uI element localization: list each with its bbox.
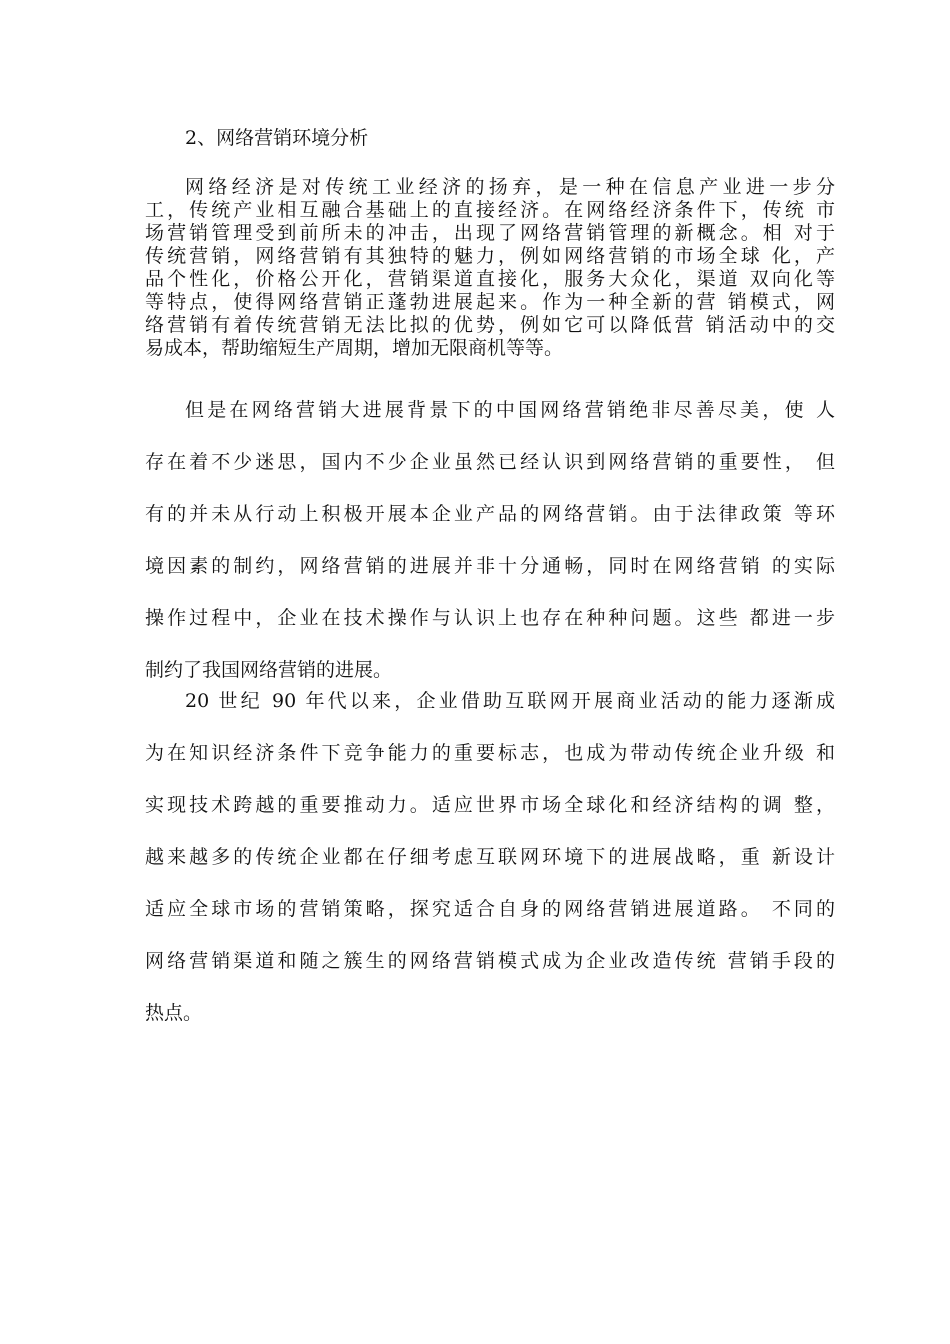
paragraph-line: 场营销管理受到前所未的冲击，出现了网络营销管理的新概念。相 对于 xyxy=(145,222,835,244)
paragraph-line: 有的并未从行动上积极开展本企业产品的网络营销。由于法律政策 等环 xyxy=(145,503,835,525)
paragraph-line: 操作过程中，企业在技术操作与认识上也存在种种问题。这些 都进一步 xyxy=(145,607,835,629)
paragraph-line: 存在着不少迷思，国内不少企业虽然已经认识到网络营销的重要性， 但 xyxy=(145,451,835,473)
section-heading: 2、网络营销环境分析 xyxy=(185,127,369,149)
paragraph-line: 工，传统产业相互融合基础上的直接经济。在网络经济条件下，传统 市 xyxy=(145,199,835,221)
paragraph-line: 网络营销渠道和随之簇生的网络营销模式成为企业改造传统 营销手段的 xyxy=(145,950,835,972)
paragraph-line: 实现技术跨越的重要推动力。适应世界市场全球化和经济结构的调 整， xyxy=(145,794,835,816)
paragraph-line: 络营销有着传统营销无法比拟的优势，例如它可以降低营 销活动中的交 xyxy=(145,314,835,336)
paragraph-line: 品个性化，价格公开化，营销渠道直接化，服务大众化，渠道 双向化等 xyxy=(145,268,835,290)
paragraph-line: 适应全球市场的营销策略，探究适合自身的网络营销进展道路。 不同的 xyxy=(145,898,835,920)
paragraph-line: 网络经济是对传统工业经济的扬弃，是一种在信息产业进一步分 xyxy=(185,176,835,198)
paragraph-line: 制约了我国网络营销的进展。 xyxy=(145,659,393,681)
paragraph-line: 越来越多的传统企业都在仔细考虑互联网环境下的进展战略，重 新设计 xyxy=(145,846,835,868)
paragraph-line: 等特点，使得网络营销正蓬勃进展起来。作为一种全新的营 销模式，网 xyxy=(145,291,835,313)
paragraph-network-economy xyxy=(145,176,835,360)
paragraph-since-1990s xyxy=(145,675,835,1039)
paragraph-line: 境因素的制约，网络营销的进展并非十分通畅，同时在网络营销 的实际 xyxy=(145,555,835,577)
paragraph-line: 热点。 xyxy=(145,1002,203,1024)
paragraph-line: 为在知识经济条件下竞争能力的重要标志，也成为带动传统企业升级 和 xyxy=(145,742,835,764)
paragraph-line: 易成本，帮助缩短生产周期，增加无限商机等等。 xyxy=(145,337,564,359)
paragraph-china-marketing xyxy=(145,384,835,696)
paragraph-line: 传统营销，网络营销有其独特的魅力，例如网络营销的市场全球 化，产 xyxy=(145,245,835,267)
paragraph-line: 20 世纪 90 年代以来，企业借助互联网开展商业活动的能力逐渐成 xyxy=(185,690,835,712)
paragraph-line: 但是在网络营销大进展背景下的中国网络营销绝非尽善尽美，使 人 xyxy=(185,399,835,421)
